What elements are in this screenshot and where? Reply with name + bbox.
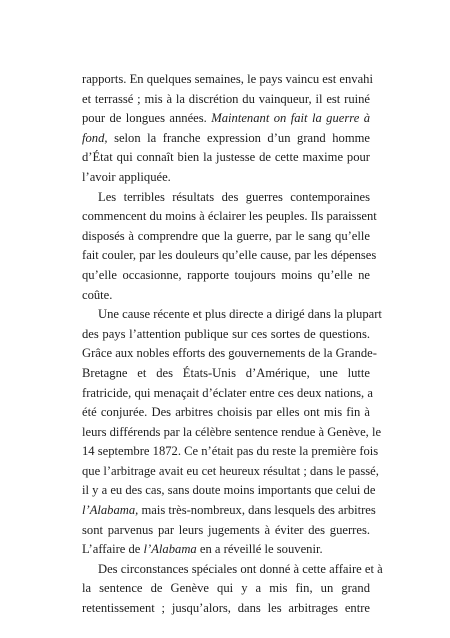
text-run: d’État qui connaît bien la justesse de cette maxime pour <box>82 150 370 165</box>
text-run: la sentence de Genève qui y a mis fin, un grand <box>82 581 370 596</box>
text-line <box>82 384 373 404</box>
text-line <box>82 188 370 208</box>
text-run: et terrassé ; mis à la discrétion du vainqueur, il est ruiné <box>82 91 370 106</box>
text-line <box>82 403 370 423</box>
text-run: Bretagne et des États-Unis d’Amérique, une lutte <box>82 365 370 380</box>
text-run: il y a eu des cas, sans doute moins importants que celui de <box>82 483 376 498</box>
text-line <box>82 325 370 345</box>
text-run: disposés à comprendre que la guerre, par le sang qu’elle <box>82 228 370 243</box>
text-run: Les terribles résultats des guerres contemporaines <box>98 189 370 204</box>
text-line <box>82 246 377 266</box>
text-run: Une cause récente et plus directe a dirigé dans la plupart <box>98 307 382 322</box>
text-line <box>82 364 370 384</box>
text-line <box>82 109 370 129</box>
text-run: été conjurée. Des arbitres choisis par elles ont mis fin à <box>82 405 370 420</box>
text-line <box>82 599 370 619</box>
text-run: Des circonstances spéciales ont donné à cette affaire et à <box>98 561 383 576</box>
paragraph <box>82 560 383 619</box>
italic-text: l’Alabama, <box>82 503 139 518</box>
text-line <box>82 540 370 560</box>
italic-text: fond, <box>82 130 108 145</box>
text-line <box>82 442 379 462</box>
text-run: fratricide, qui menaçait d’éclater entre ces deux nations, a <box>82 385 373 400</box>
text-line <box>82 90 370 110</box>
text-line <box>82 227 370 247</box>
text-run: fait couler, par les douleurs qu’elle cause, par les dépenses <box>82 248 377 263</box>
text-run: que l’arbitrage avait eu cet heureux résultat ; dans le passé, <box>82 463 379 478</box>
italic-text: l’Alabama <box>143 542 197 557</box>
text-line <box>82 148 370 168</box>
text-line <box>82 129 370 149</box>
text-run: coûte. <box>82 287 113 302</box>
text-line <box>82 579 370 599</box>
text-run: commencent du moins à éclairer les peuples. Ils paraissent <box>82 209 377 224</box>
text-run: sont parvenus par leurs jugements à éviter des guerres. <box>82 522 370 537</box>
text-line <box>82 481 376 501</box>
text-run: mais très-nombreux, dans lesquels des arbitres <box>138 503 376 518</box>
paragraph <box>82 188 377 306</box>
text-line <box>82 560 383 580</box>
text-line <box>82 305 382 325</box>
text-run: des pays l’attention publique sur ces sortes de questions. <box>82 326 370 341</box>
text-run: en a réveillé le souvenir. <box>196 542 323 557</box>
text-run: Grâce aux nobles efforts des gouvernements de la Grande- <box>82 346 377 361</box>
text-line <box>82 501 376 521</box>
text-run: L’affaire de <box>82 542 144 557</box>
text-line <box>82 168 370 188</box>
page-body <box>82 70 383 619</box>
text-run: l’avoir appliquée. <box>82 169 171 184</box>
text-run: qu’elle occasionne, rapporte toujours moins qu’elle ne <box>82 267 370 282</box>
text-line <box>82 462 379 482</box>
text-line <box>82 521 370 541</box>
text-line <box>82 207 377 227</box>
text-run: selon la franche expression d’un grand homme <box>107 130 370 145</box>
text-line <box>82 266 370 286</box>
text-run: 14 septembre 1872. Ce n’était pas du reste la première fois <box>82 444 379 459</box>
paragraph <box>82 70 373 188</box>
text-run: rapports. En quelques semaines, le pays vaincu est envahi <box>82 72 373 86</box>
text-line <box>82 344 377 364</box>
text-run: pour de longues années. <box>82 111 212 126</box>
text-line <box>82 423 382 443</box>
text-run: retentissement ; jusqu’alors, dans les arbitrages entre <box>82 601 370 616</box>
text-line <box>82 286 370 306</box>
italic-text: Maintenant on fait la guerre à <box>211 111 370 126</box>
text-line <box>82 70 373 90</box>
text-run: leurs différends par la célèbre sentence rendue à Genève, le <box>82 424 382 439</box>
paragraph <box>82 305 382 560</box>
